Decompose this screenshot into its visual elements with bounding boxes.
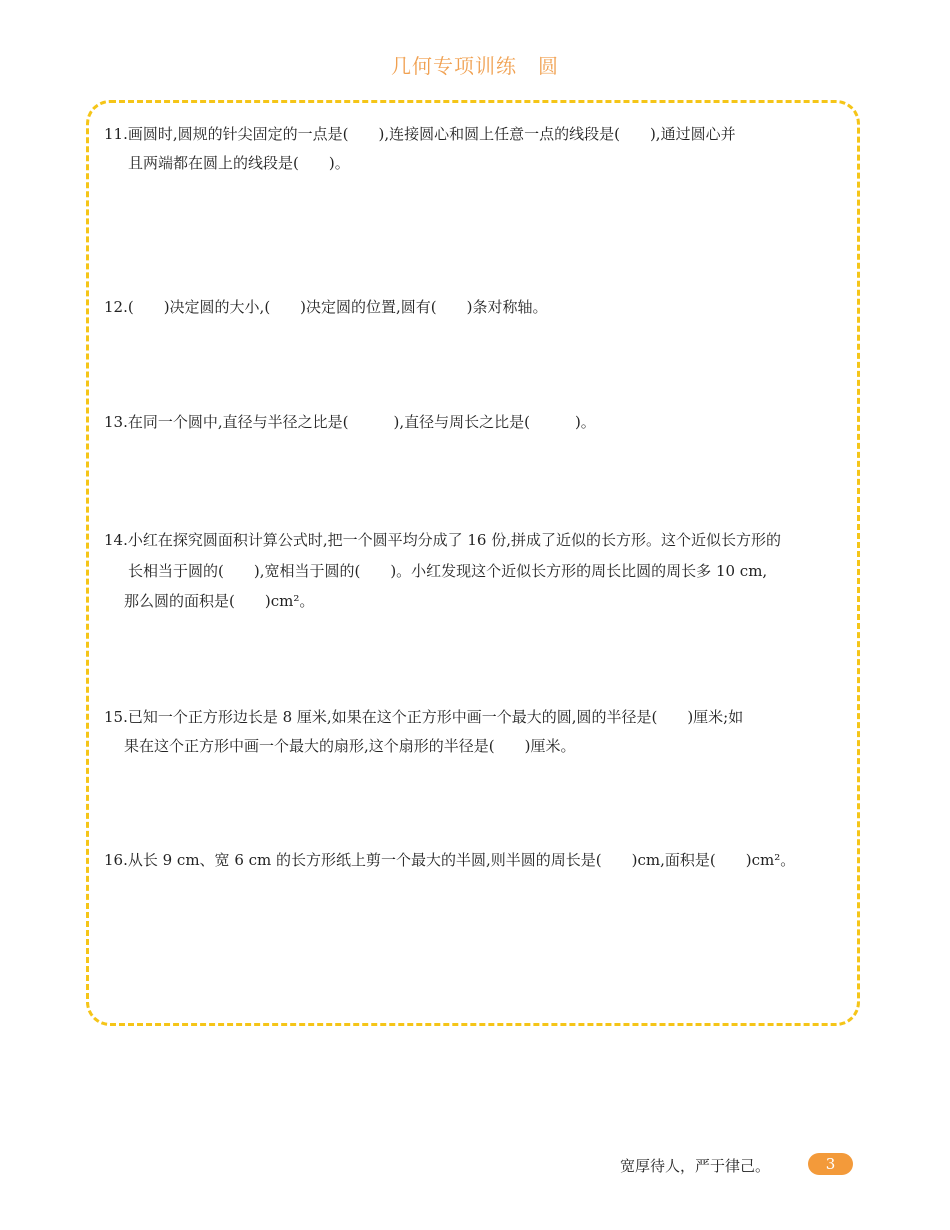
question-line: 果在这个正方形中画一个最大的扇形,这个扇形的半径是( )厘米。 bbox=[124, 737, 576, 755]
question-line: 12.( )决定圆的大小,( )决定圆的位置,圆有( )条对称轴。 bbox=[104, 298, 548, 316]
question-line: 11.画圆时,圆规的针尖固定的一点是( ),连接圆心和圆上任意一点的线段是( ),通过圆心并 bbox=[104, 125, 736, 143]
question-line: 那么圆的面积是( )cm²。 bbox=[124, 592, 315, 610]
footer-motto: 宽厚待人，严于律己。 bbox=[620, 1157, 771, 1175]
question-line: 14.小红在探究圆面积计算公式时,把一个圆平均分成了 16 份,拼成了近似的长方形。这个近似长方形的 bbox=[104, 531, 782, 549]
question-line: 13.在同一个圆中,直径与半径之比是( ),直径与周长之比是( )。 bbox=[104, 413, 596, 431]
page-title: 几何专项训练 圆 bbox=[391, 54, 559, 78]
question-line: 16.从长 9 cm、宽 6 cm 的长方形纸上剪一个最大的半圆,则半圆的周长是( )cm,面积是( )cm²。 bbox=[104, 851, 796, 869]
page-number-badge: 3 bbox=[808, 1153, 853, 1175]
question-line: 且两端都在圆上的线段是( )。 bbox=[128, 154, 350, 172]
question-line: 长相当于圆的( ),宽相当于圆的( )。小红发现这个近似长方形的周长比圆的周长多 10 cm, bbox=[128, 562, 768, 580]
question-line: 15.已知一个正方形边长是 8 厘米,如果在这个正方形中画一个最大的圆,圆的半径是( )厘米;如 bbox=[104, 708, 744, 726]
